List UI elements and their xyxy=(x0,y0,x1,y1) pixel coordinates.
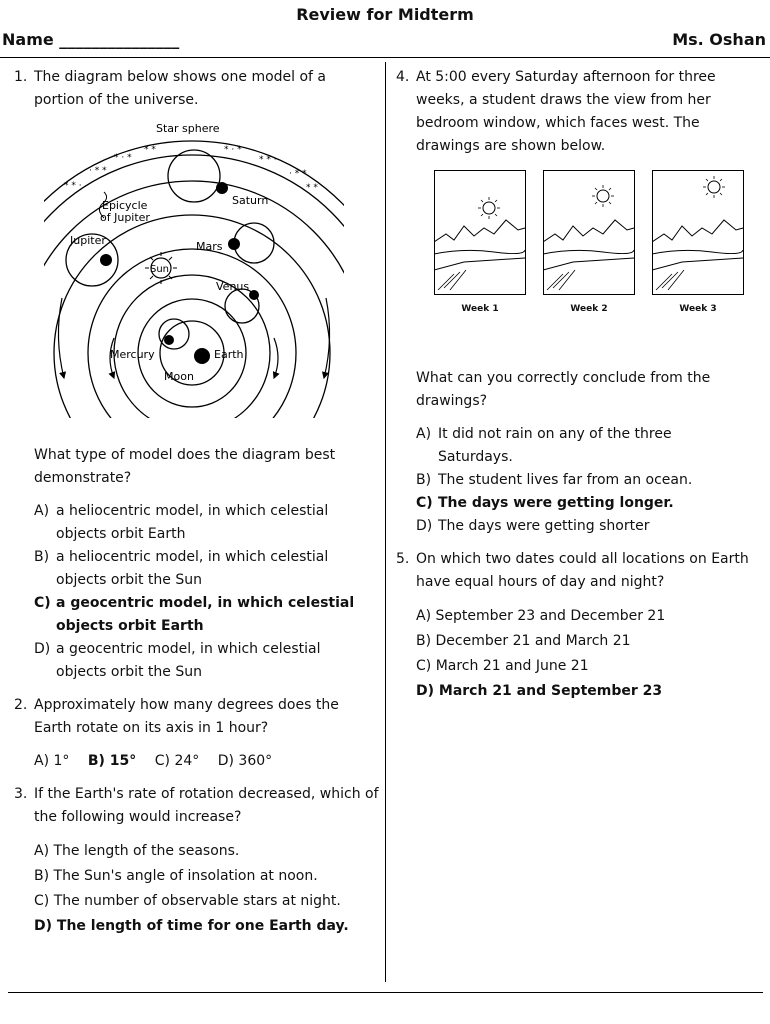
window-view-drawing xyxy=(434,170,526,295)
epicycle-label: Epicycle xyxy=(102,199,148,212)
svg-text:* * ·: * * · xyxy=(64,181,82,191)
venus-label: Venus xyxy=(216,280,250,293)
question-2-options xyxy=(14,750,380,773)
saturn-label: Saturn xyxy=(232,194,269,207)
option-text: a heliocentric model, in which celestial xyxy=(56,549,329,565)
mercury-dot xyxy=(164,335,174,345)
option-text: objects orbit the Sun xyxy=(56,664,202,680)
svg-text:* · *: * · * xyxy=(224,145,242,155)
question-number: 4. xyxy=(396,69,410,85)
jupiter-label: Jupiter xyxy=(70,234,106,247)
question-text: At 5:00 every Saturday afternoon for three weeks, a student draws the view from her bedroom window, which faces west. The drawings are shown below. xyxy=(416,69,716,154)
answer-option[interactable]: B) The Sun's angle of insolation at noon. xyxy=(34,868,318,884)
footer-rule xyxy=(8,992,763,993)
answer-option[interactable]: B) December 21 and March 21 xyxy=(416,633,631,649)
answer-option[interactable]: C) March 21 and June 21 xyxy=(416,658,589,674)
svg-text:* *: * * xyxy=(144,145,156,155)
sun-label: Sun xyxy=(150,264,170,275)
answer-option[interactable]: C) The number of observable stars at night. xyxy=(34,893,341,909)
window-view-drawing xyxy=(543,170,635,295)
option-letter: D) xyxy=(416,518,433,534)
answer-option-correct[interactable] xyxy=(416,492,756,515)
mars-dot xyxy=(228,238,240,250)
svg-text:· * *: · * * xyxy=(289,169,307,179)
svg-text:· * *: · * * xyxy=(89,166,107,176)
week-drawings xyxy=(434,170,756,315)
moon-label: Moon xyxy=(164,370,194,383)
question-text: If the Earth's rate of rotation decreased, which of the following would increase? xyxy=(34,786,379,825)
option-text: It did not rain on any of the three xyxy=(438,426,672,442)
question-5 xyxy=(396,548,756,594)
question-1-options xyxy=(14,500,380,684)
universe-diagram xyxy=(44,118,344,438)
question-number: 5. xyxy=(396,551,410,567)
week-label: Week 1 xyxy=(461,304,499,314)
jupiter-dot xyxy=(100,254,112,266)
question-number: 3. xyxy=(14,786,28,802)
answer-option[interactable]: C) 24° xyxy=(154,753,200,769)
svg-text:* · *: * · * xyxy=(114,153,132,163)
option-text: a heliocentric model, in which celestial xyxy=(56,503,329,519)
week-label: Week 3 xyxy=(679,304,717,314)
option-letter: B) xyxy=(416,472,432,488)
question-1 xyxy=(14,66,380,112)
epicycle-label-2: of Jupiter xyxy=(100,211,150,224)
answer-option[interactable]: A) 1° xyxy=(34,753,70,769)
question-number: 2. xyxy=(14,697,28,713)
answer-option-correct[interactable] xyxy=(34,592,380,638)
week-panel xyxy=(434,170,526,315)
answer-option[interactable] xyxy=(34,500,380,546)
answer-option[interactable] xyxy=(416,515,756,538)
stars xyxy=(64,145,318,193)
column-divider xyxy=(385,62,386,982)
saturn-dot xyxy=(216,182,228,194)
option-letter: D) xyxy=(34,641,51,657)
page-title: Review for Midterm xyxy=(296,5,474,24)
teacher-name: Ms. Oshan xyxy=(672,30,766,49)
answer-option[interactable]: A) September 23 and December 21 xyxy=(416,608,666,624)
week-label: Week 2 xyxy=(570,304,608,314)
question-4 xyxy=(396,66,756,158)
week-panel xyxy=(652,170,744,315)
left-column xyxy=(14,66,380,939)
answer-option-correct[interactable]: D) The length of time for one Earth day. xyxy=(34,918,349,934)
question-text: The diagram below shows one model of a portion of the universe. xyxy=(34,69,327,108)
mercury-label: Mercury xyxy=(110,348,155,361)
svg-text:* * ·: * * · xyxy=(259,155,277,165)
header-rule xyxy=(0,57,770,58)
option-text: The days were getting shorter xyxy=(438,518,650,534)
question-3 xyxy=(14,783,380,829)
week-panel xyxy=(543,170,635,315)
earth-dot xyxy=(194,348,210,364)
question-text: Approximately how many degrees does the Earth rotate on its axis in 1 hour? xyxy=(34,697,339,736)
svg-text:* *: * * xyxy=(306,183,318,193)
question-1-prompt: What type of model does the diagram best demonstrate? xyxy=(34,447,336,486)
question-4-options xyxy=(396,423,756,538)
option-letter: A) xyxy=(416,426,432,442)
answer-option[interactable] xyxy=(34,546,380,592)
question-3-options xyxy=(14,839,380,939)
answer-option[interactable]: A) The length of the seasons. xyxy=(34,843,240,859)
answer-option[interactable] xyxy=(416,469,756,492)
option-text: Saturdays. xyxy=(438,449,513,465)
option-text: objects orbit Earth xyxy=(56,526,186,542)
orbit-rings xyxy=(44,141,344,438)
question-2 xyxy=(14,694,380,740)
option-text: a geocentric model, in which celestial xyxy=(56,641,321,657)
answer-option[interactable] xyxy=(34,638,380,684)
option-text: objects orbit the Sun xyxy=(56,572,202,588)
question-5-options xyxy=(396,604,756,704)
star-sphere-label: Star sphere xyxy=(156,122,220,135)
option-letter: B) xyxy=(34,549,50,565)
option-letter: A) xyxy=(34,503,50,519)
option-text: The student lives far from an ocean. xyxy=(438,472,693,488)
option-text: objects orbit Earth xyxy=(56,618,204,634)
option-text: a geocentric model, in which celestial xyxy=(56,595,355,611)
question-text: On which two dates could all locations on Earth have equal hours of day and night? xyxy=(416,551,749,590)
option-letter: C) xyxy=(416,495,433,511)
option-letter: C) xyxy=(34,595,51,611)
question-4-prompt: What can you correctly conclude from the drawings? xyxy=(416,370,711,409)
window-view-drawing xyxy=(652,170,744,295)
question-number: 1. xyxy=(14,69,28,85)
option-text: The days were getting longer. xyxy=(438,495,674,511)
answer-option-correct[interactable]: D) March 21 and September 23 xyxy=(416,683,663,699)
answer-option[interactable]: D) 360° xyxy=(217,753,273,769)
name-field-label: Name _______________ xyxy=(2,30,180,49)
right-column xyxy=(396,66,756,704)
answer-option-correct[interactable]: B) 15° xyxy=(87,753,137,769)
answer-option[interactable] xyxy=(416,423,756,469)
mars-label: Mars xyxy=(196,240,223,253)
venus-dot xyxy=(249,290,259,300)
earth-label: Earth xyxy=(214,348,244,361)
